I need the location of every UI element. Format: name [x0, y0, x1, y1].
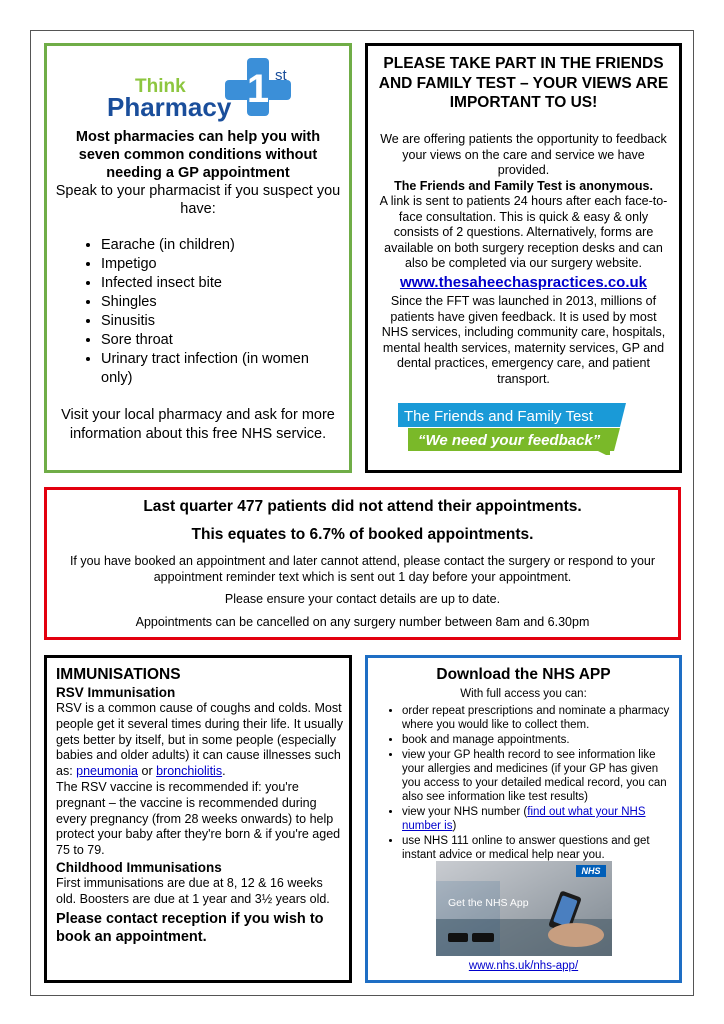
- nhs-number-link[interactable]: find out what your NHS number is: [402, 806, 646, 832]
- bronchiolitis-link[interactable]: bronchiolitis: [156, 764, 223, 779]
- list-item: • order repeat prescriptions and nominate a pharmacy where you would like to collect them.: [402, 704, 671, 732]
- period-text: .: [222, 764, 226, 779]
- nhs-number-text: view your NHS number (: [402, 806, 528, 818]
- conditions-list: [79, 236, 341, 388]
- svg-text:“We need your feedback”: “We need your feedback”: [418, 432, 601, 449]
- rsv-description: RSV is a common cause of coughs and colds. Most people get it several times during their life. It usually gets better by itself, but in some people (especially babies and older adults) it can cause illnesses such as:: [56, 701, 343, 779]
- dna-percentage: This equates to 6.7% of booked appointments.: [191, 526, 534, 543]
- list-item: • Shingles: [101, 293, 341, 312]
- svg-text:Think: Think: [135, 76, 186, 97]
- dna-statistic: Last quarter 477 patients did not attend their appointments.: [143, 498, 582, 515]
- childhood-heading: Childhood Immunisations: [56, 859, 222, 875]
- list-item: • Sinusitis: [101, 312, 341, 331]
- surgery-website-link[interactable]: www.thesaheechaspractices.co.uk: [399, 273, 648, 291]
- fft-details: A link is sent to patients 24 hours after each face-to-face consultation. This is quick & easy & only consists of 2 questions. Alternatively, forms are available on both surgery reception desks and can also be completed via our surgery website.: [379, 194, 668, 270]
- close-paren: ): [452, 820, 457, 832]
- pneumonia-link[interactable]: pneumonia: [76, 764, 139, 779]
- dna-cancel-instructions: If you have booked an appointment and later cannot attend, please contact the surgery or respond to your appointment reminder text which is sent out 1 day before your appointment.: [69, 554, 656, 584]
- list-item: [402, 805, 671, 833]
- list-item: • view your GP health record to see information like your allergies and medicines (if your GP has given you access to your detailed medical record, you can also see information like test results): [402, 748, 671, 804]
- list-item: • use NHS 111 online to answer questions and get instant advice or medical help near you.: [402, 834, 671, 862]
- pharmacy-footer: Visit your local pharmacy and ask for more information about this free NHS service.: [61, 407, 335, 442]
- dna-cancellation-hours: Appointments can be cancelled on any surgery number between 8am and 6.30pm: [135, 615, 590, 629]
- fft-history: Since the FFT was launched in 2013, millions of patients have given feedback. It is used by most NHS services, including community care, hospitals, mental health services, maternity services, GP and dental practices, emergency care, and patient transport.: [381, 294, 666, 386]
- pharmacy-subheading: Speak to your pharmacist if you suspect you have:: [55, 183, 341, 217]
- svg-text:The Friends and Family Test: The Friends and Family Test: [404, 408, 593, 425]
- fft-title: PLEASE TAKE PART IN THE FRIENDS AND FAMILY TEST – YOUR VIEWS ARE IMPORTANT TO US!: [378, 55, 669, 111]
- rsv-vaccine-text: The RSV vaccine is recommended if: you're pregnant – the vaccine is recommended during every pregnancy (from 28 weeks onwards) to help protect your baby after they're born & if you're aged 75 to 79.: [56, 779, 341, 858]
- childhood-text: First immunisations are due at 8, 12 & 16 weeks old. Boosters are due at 1 year and 3½ years old.: [56, 875, 330, 906]
- immunisations-panel: [44, 655, 352, 983]
- fft-anonymous: The Friends and Family Test is anonymous.: [394, 178, 653, 193]
- nhs-app-promo-image: [436, 861, 612, 956]
- svg-text:1: 1: [246, 67, 270, 111]
- fft-intro: We are offering patients the opportunity to feedback your views on the care and service we have provided.: [380, 132, 667, 177]
- pharmacy-heading: Most pharmacies can help you with seven common conditions without needing a GP appointment: [75, 129, 321, 181]
- list-item: • Earache (in children): [101, 236, 341, 255]
- think-pharmacy-first-logo: [107, 58, 297, 128]
- pharmacy-first-panel: [44, 43, 352, 473]
- nhs-app-subtitle: With full access you can:: [460, 688, 587, 700]
- list-item: • Urinary tract infection (in women only): [101, 350, 341, 388]
- svg-text:st: st: [275, 67, 287, 84]
- nhs-app-panel: [365, 655, 682, 983]
- dna-contact-details: Please ensure your contact details are up to date.: [224, 592, 501, 606]
- list-item: • Sore throat: [101, 331, 341, 350]
- svg-text:Pharmacy: Pharmacy: [107, 92, 232, 122]
- nhs-app-title: Download the NHS APP: [436, 666, 611, 683]
- list-item: • Impetigo: [101, 255, 341, 274]
- immunisations-title: IMMUNISATIONS: [56, 666, 181, 683]
- fft-body: [376, 132, 671, 387]
- or-text: or: [138, 764, 157, 779]
- rsv-heading: RSV Immunisation: [56, 685, 176, 700]
- list-item: • Infected insect bite: [101, 274, 341, 293]
- list-item: • book and manage appointments.: [402, 733, 671, 747]
- contact-reception-text: Please contact reception if you wish to book an appointment.: [56, 910, 324, 946]
- nhs-app-features: [380, 704, 671, 863]
- svg-text:NHS: NHS: [581, 866, 601, 876]
- friends-family-test-panel: [365, 43, 682, 473]
- nhs-app-url-link[interactable]: www.nhs.uk/nhs-app/: [468, 960, 579, 972]
- missed-appointments-panel: [44, 487, 681, 640]
- rsv-text: [56, 701, 343, 780]
- fft-banner: [398, 403, 626, 455]
- svg-text:Get the NHS App: Get the NHS App: [448, 897, 529, 909]
